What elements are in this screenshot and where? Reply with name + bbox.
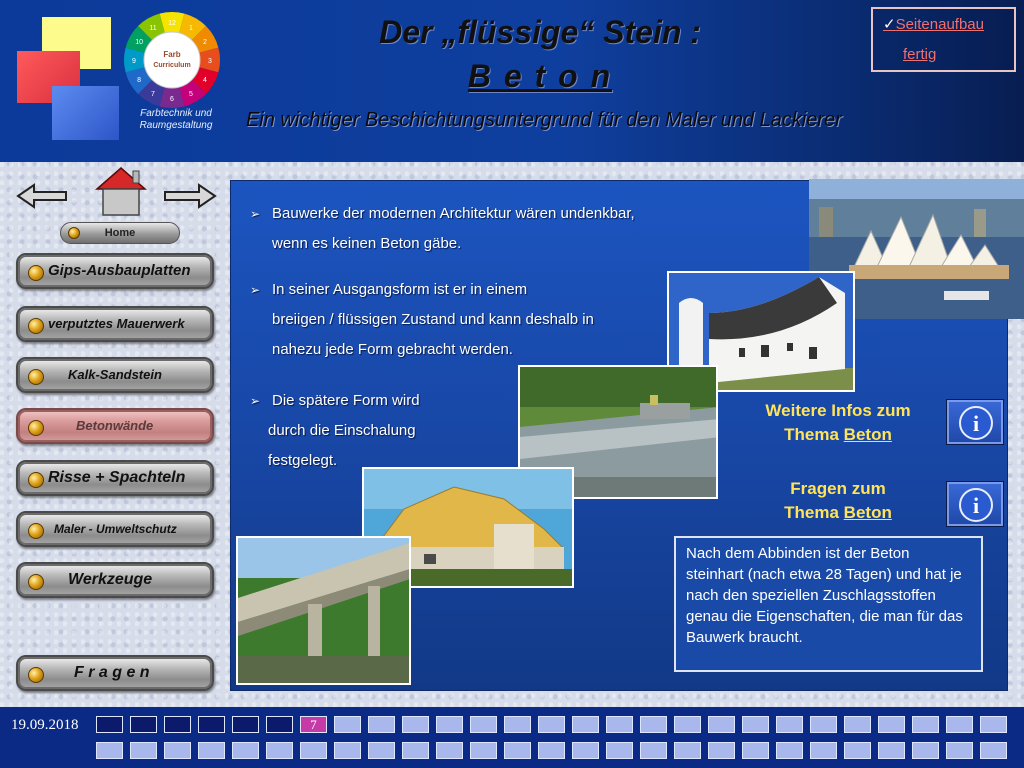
photo-concrete-bridge <box>236 536 411 685</box>
page-button[interactable] <box>470 742 497 759</box>
page-button[interactable] <box>810 742 837 759</box>
date-label: 19.09.2018 <box>11 717 79 733</box>
page-button[interactable] <box>742 742 769 759</box>
page-button[interactable] <box>402 742 429 759</box>
wheel-number: 11 <box>149 25 157 33</box>
wheel-number: 9 <box>132 58 136 65</box>
page-button[interactable] <box>538 742 565 759</box>
logo-caption <box>128 108 224 132</box>
page-button[interactable] <box>198 742 225 759</box>
page-button[interactable] <box>708 742 735 759</box>
nav-item-label: F r a g e n <box>74 664 150 681</box>
page-button[interactable] <box>334 742 361 759</box>
page-button[interactable] <box>946 716 973 733</box>
more-info-line1: Weitere Infos zum <box>765 401 911 420</box>
wheel-number: 5 <box>189 90 193 98</box>
button-bullet-icon <box>28 574 44 590</box>
logo-center-line1: Farb <box>163 50 181 59</box>
page-button[interactable] <box>96 716 123 733</box>
page-button[interactable] <box>572 716 599 733</box>
button-bullet-icon <box>28 472 44 488</box>
bullet-1-line2: wenn es keinen Beton gäbe. <box>272 235 462 252</box>
page-button[interactable] <box>606 742 633 759</box>
status-line1[interactable] <box>883 15 984 33</box>
more-info-prefix: Thema <box>784 425 844 444</box>
home-button-label: Home <box>104 227 136 239</box>
nav-item-label: Risse + Spachteln <box>48 469 186 486</box>
bullet-1 <box>250 199 635 259</box>
questions-link[interactable] <box>742 477 934 525</box>
bullet-3 <box>250 386 420 476</box>
questions-beton-link[interactable]: Beton <box>843 503 892 522</box>
page-button[interactable] <box>810 716 837 733</box>
svg-text:i: i <box>972 493 980 518</box>
page-button[interactable] <box>708 716 735 733</box>
button-bullet-icon <box>28 369 44 385</box>
page-button[interactable] <box>776 742 803 759</box>
info-note-box: Nach dem Abbinden ist der Beton steinhart (nach etwa 28 Tagen) und hat je nach den speziellen Zuschlagsstoffen genau die Eigenschaften, die man für das Bauwerk braucht. <box>674 536 983 672</box>
svg-text:i: i <box>972 411 980 436</box>
page-button[interactable] <box>334 716 361 733</box>
nav-item-label: Betonwände <box>76 418 154 433</box>
build-status-box <box>871 7 1016 72</box>
wheel-number: 12 <box>168 20 176 27</box>
page-button[interactable] <box>674 742 701 759</box>
page-subtitle: Ein wichtiger Beschichtungsuntergrund für den Maler und Lackierer <box>246 109 842 131</box>
info-icon <box>947 400 1005 446</box>
page-button[interactable] <box>844 716 871 733</box>
forward-arrow-icon[interactable] <box>163 183 217 209</box>
status-line1-text: Seitenaufbau <box>895 16 984 33</box>
button-bullet-icon <box>28 318 44 334</box>
page-button[interactable] <box>912 742 939 759</box>
page-button[interactable] <box>164 716 191 733</box>
bullet-marker-icon: ➢ <box>250 207 261 221</box>
more-info-button[interactable] <box>946 399 1004 445</box>
wheel-number: 10 <box>135 39 143 46</box>
wheel-number: 8 <box>137 77 142 84</box>
page-button[interactable] <box>980 716 1007 733</box>
page-button[interactable] <box>878 742 905 759</box>
button-bullet-icon <box>28 667 44 683</box>
page-button[interactable] <box>436 742 463 759</box>
bullet-3-line1: Die spätere Form wird <box>272 392 420 409</box>
page-button[interactable] <box>878 716 905 733</box>
bullet-3-line2: durch die Einschalung <box>268 422 416 439</box>
page-button[interactable] <box>96 742 123 759</box>
bullet-2-line3: nahezu jede Form gebracht werden. <box>272 341 513 358</box>
logo-caption-line2: Raumgestaltung <box>139 120 213 131</box>
wheel-number: 3 <box>208 58 212 65</box>
bullet-3-line3: festgelegt. <box>268 452 338 469</box>
page-button[interactable] <box>300 742 327 759</box>
questions-line2 <box>742 501 934 525</box>
page-button[interactable] <box>164 742 191 759</box>
page-button[interactable] <box>266 716 293 733</box>
button-bullet-icon <box>68 227 80 239</box>
button-bullet-icon <box>28 420 44 436</box>
page-title: Der „flüssige“ Stein : <box>379 14 701 50</box>
nav-item-label: Kalk-Sandstein <box>68 367 162 382</box>
wheel-number: 1 <box>189 25 193 33</box>
nav-item-label: Maler - Umweltschutz <box>54 522 177 536</box>
wheel-number: 4 <box>202 77 207 84</box>
bullet-1-line1: Bauwerke der modernen Architektur wären undenkbar, <box>272 205 635 222</box>
header <box>0 0 1024 162</box>
page-button[interactable] <box>844 742 871 759</box>
info-icon <box>947 482 1005 528</box>
page-button[interactable] <box>470 716 497 733</box>
wheel-number: 7 <box>151 90 155 98</box>
color-wheel-logo <box>122 10 222 110</box>
page-button[interactable] <box>368 742 395 759</box>
nav-risse-spachteln[interactable] <box>16 460 214 496</box>
page-button[interactable] <box>436 716 463 733</box>
page-button[interactable] <box>198 716 225 733</box>
page-button[interactable] <box>742 716 769 733</box>
nav-maler-umweltschutz[interactable] <box>16 511 214 547</box>
page-button[interactable] <box>504 742 531 759</box>
decor-square-blue <box>52 86 119 140</box>
bullet-2-line2: breiigen / flüssigen Zustand und kann deshalb in <box>272 311 594 328</box>
logo-center-line2: Curriculum <box>153 62 191 69</box>
page-button[interactable] <box>130 716 157 733</box>
bullet-2-line1: In seiner Ausgangsform ist er in einem <box>272 281 528 298</box>
nav-kalk-sandstein[interactable] <box>16 357 214 393</box>
page-button[interactable] <box>776 716 803 733</box>
status-line2[interactable]: fertig <box>903 46 937 63</box>
page-button[interactable] <box>504 716 531 733</box>
nav-item-label: verputztes Mauerwerk <box>48 316 185 331</box>
button-bullet-icon <box>28 523 44 539</box>
bullet-marker-icon: ➢ <box>250 394 261 408</box>
page-button[interactable] <box>606 716 633 733</box>
page-button[interactable] <box>912 716 939 733</box>
page-button[interactable] <box>640 716 667 733</box>
page-button[interactable] <box>674 716 701 733</box>
page-title-topic: B e t o n <box>467 58 613 94</box>
page-button[interactable] <box>640 742 667 759</box>
page-button[interactable] <box>980 742 1007 759</box>
page-button[interactable] <box>232 742 259 759</box>
more-info-line2 <box>742 423 934 447</box>
check-icon: ✓ <box>883 16 896 33</box>
page-button[interactable] <box>946 742 973 759</box>
page-button[interactable] <box>130 742 157 759</box>
nav-gips-ausbauplatten[interactable] <box>16 253 214 289</box>
nav-item-label: Gips-Ausbauplatten <box>48 262 191 279</box>
current-page-button[interactable]: 7 <box>300 716 327 733</box>
nav-fragen[interactable] <box>16 655 214 691</box>
bullet-marker-icon: ➢ <box>250 283 261 297</box>
page-button[interactable] <box>538 716 565 733</box>
wheel-number: 2 <box>202 39 207 46</box>
nav-werkzeuge[interactable] <box>16 562 214 598</box>
page-button[interactable] <box>266 742 293 759</box>
page-button[interactable] <box>402 716 429 733</box>
bullet-2 <box>250 275 594 365</box>
button-bullet-icon <box>28 265 44 281</box>
questions-line1: Fragen zum <box>790 479 886 498</box>
wheel-number: 6 <box>170 96 174 103</box>
questions-prefix: Thema <box>784 503 844 522</box>
home-button[interactable] <box>60 222 180 244</box>
more-info-beton-link[interactable]: Beton <box>843 425 892 444</box>
questions-button[interactable] <box>946 481 1004 527</box>
page-button[interactable] <box>232 716 259 733</box>
nav-verputztes-mauerwerk[interactable] <box>16 306 214 342</box>
home-icon[interactable] <box>93 165 149 217</box>
nav-betonwaende[interactable] <box>16 408 214 444</box>
more-info-link[interactable] <box>742 399 934 447</box>
page-button[interactable] <box>572 742 599 759</box>
nav-item-label: Werkzeuge <box>68 571 153 588</box>
page-button[interactable] <box>368 716 395 733</box>
back-arrow-icon[interactable] <box>16 183 68 209</box>
logo-caption-line1: Farbtechnik und <box>140 108 212 119</box>
